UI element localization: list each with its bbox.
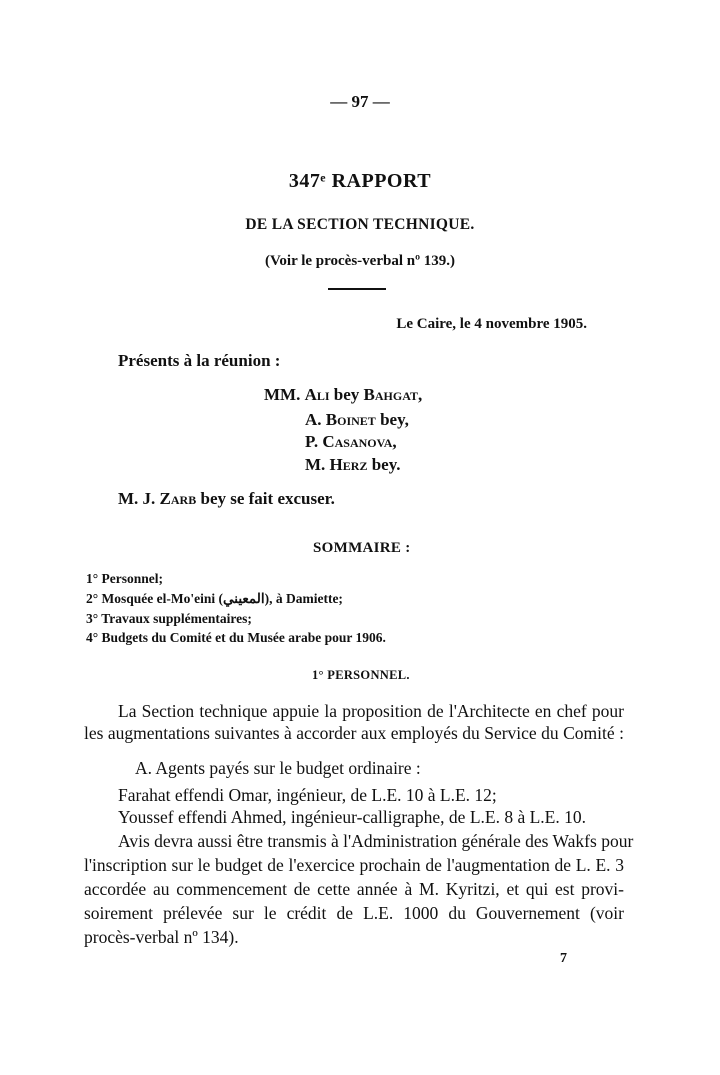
member-name: Boinet [325, 410, 376, 429]
paragraph-line: accordée au commencement de cette année à M. Kyritzi, et qui est provi- [84, 879, 624, 899]
summary-item: 3° Travaux supplémentaires; [86, 611, 252, 626]
member-3 [305, 432, 397, 452]
summary-item: 1° Personnel; [86, 571, 164, 586]
paragraph-line: soirement prélevée sur le crédit de L.E. 1000 du Gouvernement (voir [84, 903, 624, 923]
excused-suffix: bey se fait excuser. [196, 489, 335, 508]
paragraph-last-line: procès-verbal nº 134). [84, 927, 239, 947]
paragraph-line: Avis devra aussi être transmis à l'Administration générale des Wakfs pour [118, 831, 634, 851]
member-prefix: A. [305, 410, 326, 429]
member-name: Bahgat [363, 385, 418, 404]
dateline: Le Caire, le 4 novembre 1905. [396, 316, 587, 332]
member-prefix: M. [305, 455, 330, 474]
staff-line: Youssef effendi Ahmed, ingénieur-calligraphe, de L.E. 8 à L.E. 10. [118, 807, 586, 827]
member-name: Casanova [322, 432, 393, 451]
section-title: DE LA SECTION TECHNIQUE. [245, 216, 475, 233]
member-1 [264, 385, 422, 405]
member-suffix: , [418, 385, 423, 404]
paragraph-line: les augmentations suivantes à accorder aux employés du Service du Comité : [84, 723, 624, 743]
member-prefix: MM. [264, 385, 305, 404]
attendance-label: Présents à la réunion : [118, 351, 281, 370]
member-first-name: Ali [304, 385, 330, 404]
excused-name: Zarb [159, 489, 197, 508]
section-heading: 1° PERSONNEL. [312, 668, 410, 682]
page-number: — 97 — [330, 92, 390, 111]
excused-line [118, 489, 335, 509]
member-4 [305, 455, 401, 475]
signature-mark: 7 [560, 951, 567, 966]
summary-heading: SOMMAIRE : [313, 540, 411, 556]
paragraph-line: La Section technique appuie la proposition de l'Architecte en chef pour [118, 701, 624, 721]
member-prefix: P. [305, 432, 323, 451]
member-suffix: , [392, 432, 397, 451]
member-suffix: bey. [367, 455, 401, 474]
summary-item: 4° Budgets du Comité et du Musée arabe pour 1906. [86, 630, 386, 645]
summary-item: 2° Mosquée el-Mo'eini (المعيني), à Damiette; [86, 591, 343, 606]
member-name: Herz [329, 455, 368, 474]
member-mid: bey [329, 385, 364, 404]
staff-line: Farahat effendi Omar, ingénieur, de L.E. 10 à L.E. 12; [118, 785, 497, 805]
excused-prefix: M. J. [118, 489, 160, 508]
reference-note: (Voir le procès-verbal nº 139.) [264, 253, 456, 269]
report-title: 347ᵉ RAPPORT [288, 170, 432, 192]
subheading: A. Agents payés sur le budget ordinaire : [135, 758, 421, 778]
member-suffix: bey, [375, 410, 409, 429]
paragraph-line: l'inscription sur le budget de l'exercice prochain de l'augmentation de L. E. 3 [84, 855, 624, 875]
title-divider [328, 288, 386, 290]
member-2 [305, 410, 409, 430]
